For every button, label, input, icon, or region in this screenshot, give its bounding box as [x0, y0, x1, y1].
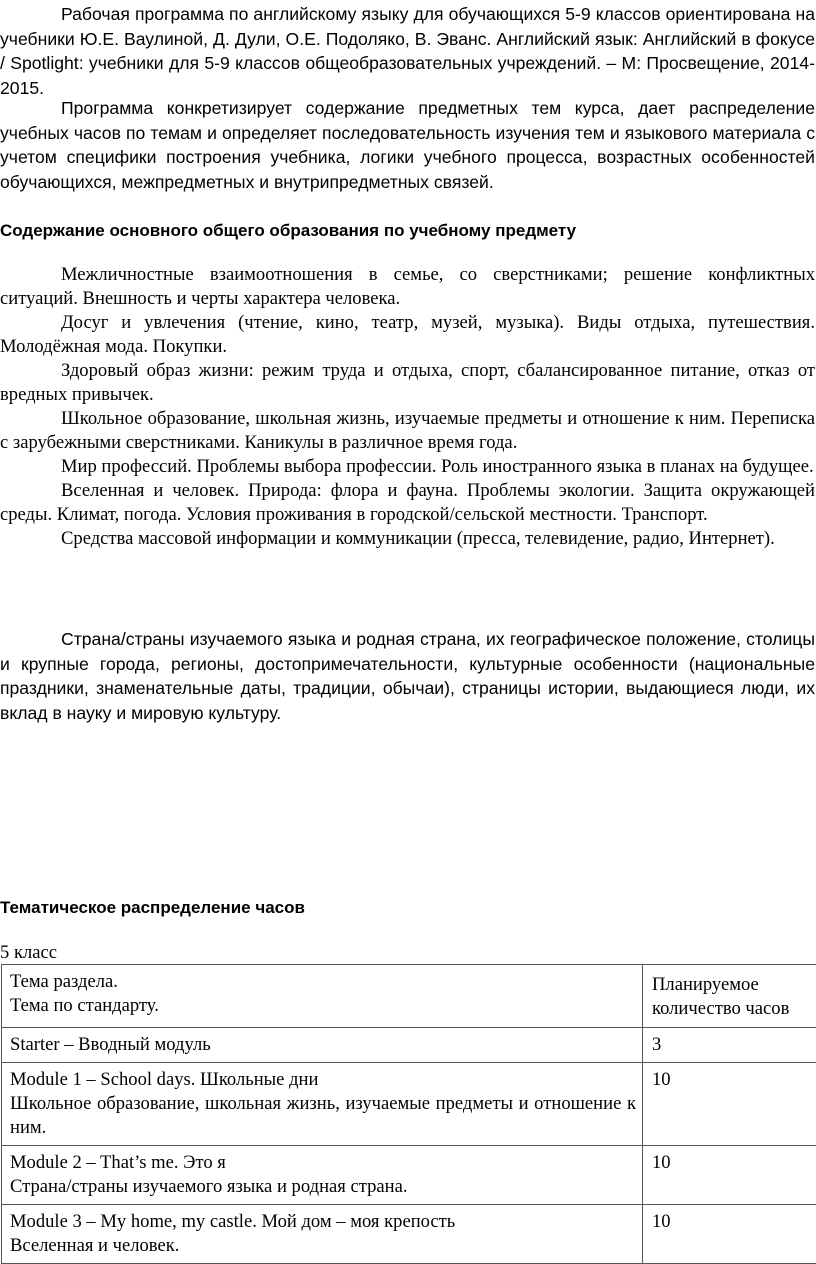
header-cell-topic [2, 965, 643, 1028]
content-heading: Содержание основного общего образования по учебному предмету [0, 219, 576, 243]
header-hours-line1: Планируемое [652, 973, 812, 997]
table-row [2, 1205, 816, 1264]
header-topic-line2: Тема по стандарту. [10, 994, 636, 1018]
row-topic-cell [2, 1146, 643, 1205]
table-row [2, 1028, 816, 1063]
row-title: Module 3 – My home, my castle. Мой дом – моя крепость [10, 1210, 636, 1234]
table-header-row [2, 965, 816, 1028]
row-hours-cell: 10 [643, 1063, 816, 1146]
row-description: Вселенная и человек. [10, 1234, 636, 1258]
table-row [2, 1146, 816, 1205]
intro-paragraph-1-wrap [0, 2, 816, 100]
row-title: Starter – Вводный модуль [10, 1033, 636, 1057]
row-hours-cell: 3 [643, 1028, 816, 1063]
header-cell-hours [643, 965, 816, 1028]
hours-table [1, 964, 816, 1264]
row-topic-cell [2, 1063, 643, 1146]
row-hours-cell: 10 [643, 1205, 816, 1264]
topic-paragraph: Здоровый образ жизни: режим труда и отдыха, спорт, сбалансированное питание, отказ от вредных привычек. [0, 359, 816, 407]
topic-paragraph: Мир профессий. Проблемы выбора профессии. Роль иностранного языка в планах на будущее. [0, 455, 816, 479]
schedule-heading: Тематическое распределение часов [0, 896, 305, 920]
row-description: Страна/страны изучаемого языка и родная страна. [10, 1175, 636, 1199]
row-topic-cell [2, 1028, 643, 1063]
row-description: Школьное образование, школьная жизнь, изучаемые предметы и отношение к ним. [10, 1092, 636, 1140]
topic-paragraph: Средства массовой информации и коммуникации (пресса, телевидение, радио, Интернет). [0, 527, 816, 551]
topic-paragraph: Досуг и увлечения (чтение, кино, театр, музей, музыка). Виды отдыха, путешествия. Молодёжная мода. Покупки. [0, 311, 816, 359]
row-title: Module 1 – School days. Школьные дни [10, 1068, 636, 1092]
row-topic-cell [2, 1205, 643, 1264]
intro-paragraph-2: Программа конкретизирует содержание предметных тем курса, дает распределение учебных часов по темам и определяет последовательность изучения тем и языкового материала с учетом специфики построения учебника, логики учебного процесса, возрастных особенностей обучающихся, межпредметных и внутрипредметных связей. [0, 96, 816, 194]
grade-label: 5 класс [0, 941, 57, 965]
intro-paragraph-2-wrap [0, 96, 816, 194]
topic-paragraph: Межличностные взаимоотношения в семье, со сверстниками; решение конфликтных ситуаций. Внешность и черты характера человека. [0, 263, 816, 311]
topics-list [0, 263, 816, 551]
topic-last-wrap [0, 627, 816, 725]
row-hours-cell: 10 [643, 1146, 816, 1205]
topic-paragraph-last: Страна/страны изучаемого языка и родная страна, их географическое положение, столицы и крупные города, регионы, достопримечательности, культурные особенности (национальные праздники, знаменательные даты, традиции, обычаи), страницы истории, выдающиеся люди, их вклад в науку и мировую культуру. [0, 627, 816, 725]
intro-paragraph-1: Рабочая программа по английскому языку для обучающихся 5-9 классов ориентирована на учебники Ю.Е. Ваулиной, Д. Дули, О.Е. Подоляко, В. Эванс. Английский язык: Английский в фокусе / Spotlight: учебники для 5-9 классов общеобразовательных учреждений. – М: Просвещение, 2014-2015. [0, 2, 816, 100]
header-topic-line1: Тема раздела. [10, 970, 636, 994]
topic-paragraph: Вселенная и человек. Природа: флора и фауна. Проблемы экологии. Защита окружающей среды. Климат, погода. Условия проживания в городской/сельской местности. Транспорт. [0, 479, 816, 527]
row-title: Module 2 – That’s me. Это я [10, 1151, 636, 1175]
topic-paragraph: Школьное образование, школьная жизнь, изучаемые предметы и отношение к ним. Переписка с зарубежными сверстниками. Каникулы в различное время года. [0, 407, 816, 455]
table-row [2, 1063, 816, 1146]
header-hours-line2: количество часов [652, 997, 812, 1021]
